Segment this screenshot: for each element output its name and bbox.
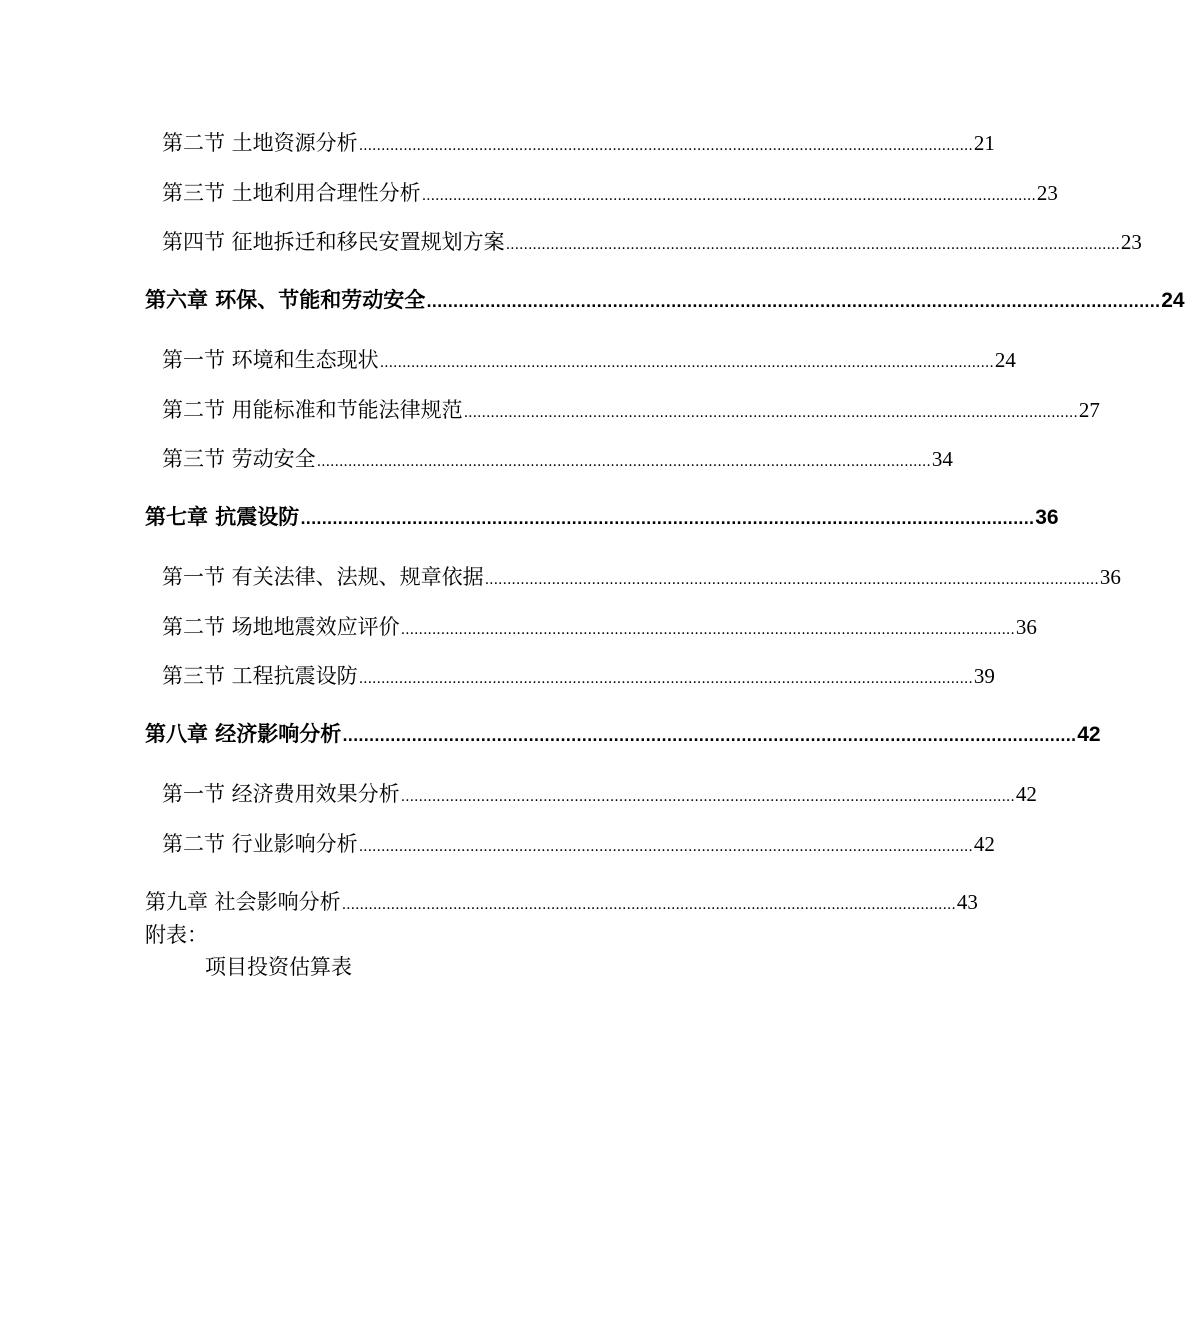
toc-entry-section[interactable] bbox=[145, 612, 1037, 642]
toc-entry-page: 23 bbox=[1036, 180, 1058, 205]
appendix-item[interactable]: 项目投资估算表 bbox=[205, 954, 352, 979]
toc-entry-section[interactable] bbox=[145, 345, 1016, 375]
dot-leader: .......................................................................................................................................... bbox=[300, 512, 1035, 528]
toc-entry-chapter[interactable] bbox=[145, 502, 1059, 533]
dot-leader: .......................................................................................................................................... bbox=[341, 896, 956, 913]
toc-entry-section[interactable] bbox=[145, 227, 1142, 257]
dot-leader: .......................................................................................................................................... bbox=[342, 729, 1077, 745]
dot-leader: .......................................................................................................................................... bbox=[484, 572, 1099, 588]
dot-leader: .......................................................................................................................................... bbox=[316, 454, 931, 470]
dot-leader: .......................................................................................................................................... bbox=[463, 404, 1078, 421]
dot-leader: .......................................................................................................................................... bbox=[421, 187, 1036, 204]
toc-entry-page: 36 bbox=[1015, 614, 1037, 639]
dot-leader: .......................................................................................................................................... bbox=[505, 237, 1120, 253]
dot-leader: .......................................................................................................................................... bbox=[426, 295, 1161, 311]
appendix-title: 附表： bbox=[145, 922, 208, 947]
dot-leader: .......................................................................................................................................... bbox=[379, 355, 994, 371]
toc-entry-page: 43 bbox=[956, 889, 978, 914]
toc-entry-section[interactable] bbox=[145, 444, 953, 474]
toc-entry-label: 第三节 土地利用合理性分析 bbox=[162, 180, 421, 205]
toc-entry-page: 34 bbox=[931, 447, 953, 471]
toc-entry-label: 第一节 环境和生态现状 bbox=[162, 348, 379, 372]
toc-entry-label: 第九章 社会影响分析 bbox=[145, 889, 341, 914]
toc-entry-section[interactable] bbox=[145, 779, 1037, 809]
toc-entry-page: 42 bbox=[973, 831, 995, 856]
dot-leader: .......................................................................................................................................... bbox=[400, 621, 1015, 638]
toc-entry-chapter[interactable] bbox=[145, 887, 978, 917]
toc-entry-section[interactable] bbox=[145, 395, 1100, 425]
dot-leader: .......................................................................................................................................... bbox=[400, 789, 1015, 805]
toc-entry-label: 第一节 经济费用效果分析 bbox=[162, 782, 400, 806]
toc-entry-page: 42 bbox=[1077, 723, 1101, 746]
dot-leader: .......................................................................................................................................... bbox=[358, 838, 973, 855]
toc-entry-chapter[interactable] bbox=[145, 285, 1185, 316]
toc-entry-page: 42 bbox=[1015, 782, 1037, 806]
toc-entry-section[interactable] bbox=[145, 661, 995, 691]
toc-entry-label: 第三节 工程抗震设防 bbox=[162, 664, 358, 688]
toc-entry-label: 第二节 行业影响分析 bbox=[162, 831, 358, 856]
table-of-contents bbox=[145, 128, 1185, 982]
toc-entry-page: 27 bbox=[1078, 397, 1100, 422]
toc-entry-page: 24 bbox=[994, 348, 1016, 372]
toc-entry-page: 39 bbox=[973, 664, 995, 688]
toc-entry-page: 21 bbox=[973, 131, 995, 155]
toc-entry-page: 23 bbox=[1120, 230, 1142, 254]
toc-entry-page: 36 bbox=[1035, 506, 1059, 529]
toc-entry-page: 36 bbox=[1099, 565, 1121, 589]
toc-entry-section[interactable] bbox=[145, 829, 995, 859]
dot-leader: .......................................................................................................................................... bbox=[358, 138, 973, 154]
toc-entry-section[interactable] bbox=[145, 178, 1058, 208]
toc-entry-label: 第七章 抗震设防 bbox=[145, 505, 300, 529]
toc-entry-label: 第六章 环保、节能和劳动安全 bbox=[145, 288, 426, 312]
toc-entry-label: 第四节 征地拆迁和移民安置规划方案 bbox=[162, 230, 505, 254]
toc-entry-label: 第二节 场地地震效应评价 bbox=[162, 614, 400, 639]
toc-entry-label: 第三节 劳动安全 bbox=[162, 447, 316, 471]
toc-entry-label: 第一节 有关法律、法规、规章依据 bbox=[162, 565, 484, 589]
toc-entry-label: 第二节 用能标准和节能法律规范 bbox=[162, 397, 463, 422]
toc-entry-section[interactable] bbox=[145, 562, 1121, 592]
toc-entry-label: 第八章 经济影响分析 bbox=[145, 722, 342, 746]
toc-entry-chapter[interactable] bbox=[145, 719, 1101, 750]
toc-entry-page: 24 bbox=[1161, 289, 1185, 312]
toc-entry-section[interactable] bbox=[145, 128, 995, 158]
dot-leader: .......................................................................................................................................... bbox=[358, 671, 973, 687]
toc-entry-label: 第二节 土地资源分析 bbox=[162, 131, 358, 155]
